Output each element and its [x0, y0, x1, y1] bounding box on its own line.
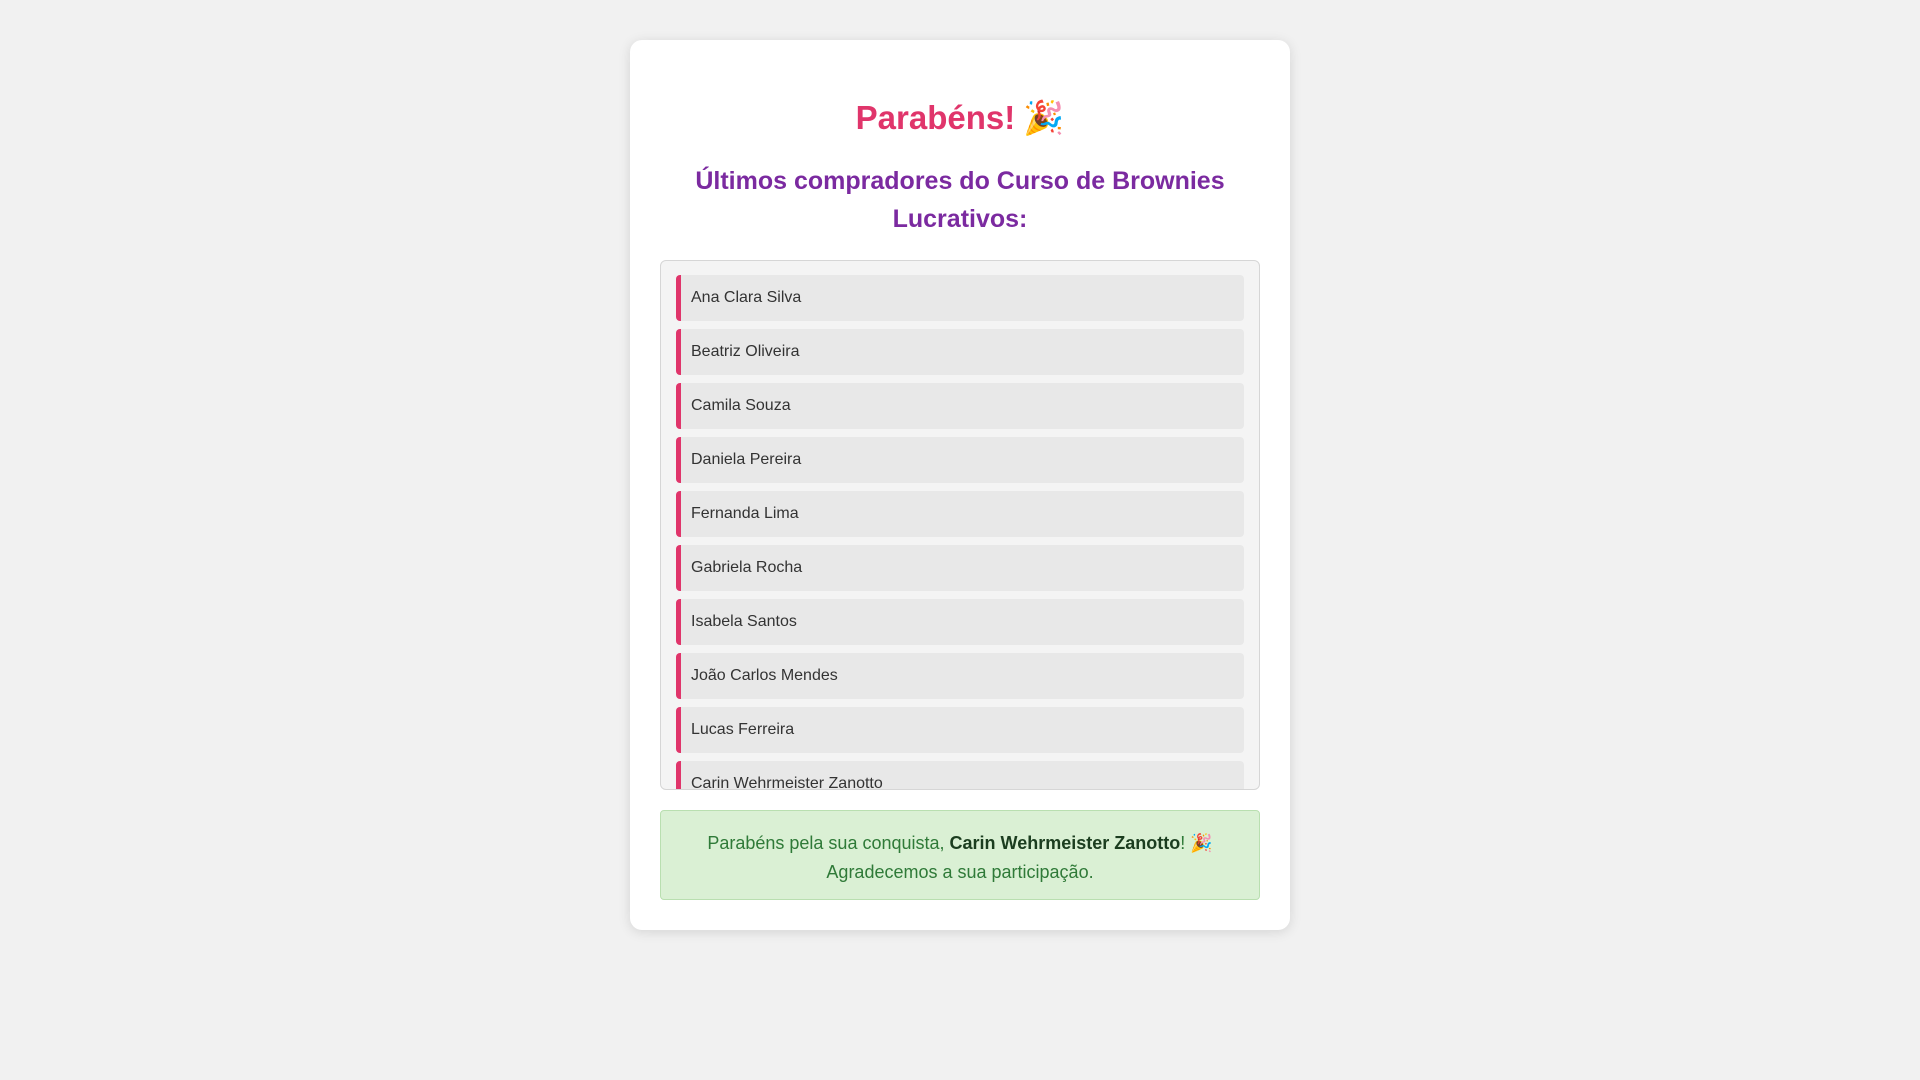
buyer-name: Camila Souza [691, 397, 791, 414]
buyer-name: Isabela Santos [691, 613, 797, 630]
list-item [676, 599, 1244, 645]
list-item [676, 707, 1244, 753]
buyers-list[interactable] [660, 260, 1260, 790]
message-prefix: Parabéns pela sua conquista, [707, 833, 950, 853]
party-popper-icon: 🎉 [1023, 99, 1065, 136]
list-item [676, 383, 1244, 429]
buyers-subtitle: Últimos compradores do Curso de Brownies Lucrativos: [695, 167, 1225, 233]
buyer-name: Beatriz Oliveira [691, 343, 800, 360]
buyer-name: Lucas Ferreira [691, 721, 795, 738]
message-thanks: Agradecemos a sua participação. [826, 862, 1094, 882]
congrats-card [630, 40, 1290, 930]
list-item [676, 761, 1244, 790]
winner-name: Carin Wehrmeister Zanotto [949, 833, 1181, 853]
buyer-name: Ana Clara Silva [691, 289, 802, 306]
list-item [676, 653, 1244, 699]
buyer-name: João Carlos Mendes [691, 667, 838, 684]
title-text: Parabéns! [855, 99, 1016, 136]
buyer-name: Carin Wehrmeister Zanotto [691, 775, 883, 790]
buyer-name: Fernanda Lima [691, 505, 799, 522]
list-item [676, 275, 1244, 321]
list-item [676, 437, 1244, 483]
buyer-name: Gabriela Rocha [691, 559, 803, 576]
buyer-name: Daniela Pereira [691, 451, 802, 468]
success-message [660, 810, 1260, 900]
list-item [676, 545, 1244, 591]
list-item [676, 329, 1244, 375]
list-item [676, 491, 1244, 537]
page-title [660, 96, 1260, 140]
message-suffix: ! 🎉 [1180, 833, 1213, 853]
